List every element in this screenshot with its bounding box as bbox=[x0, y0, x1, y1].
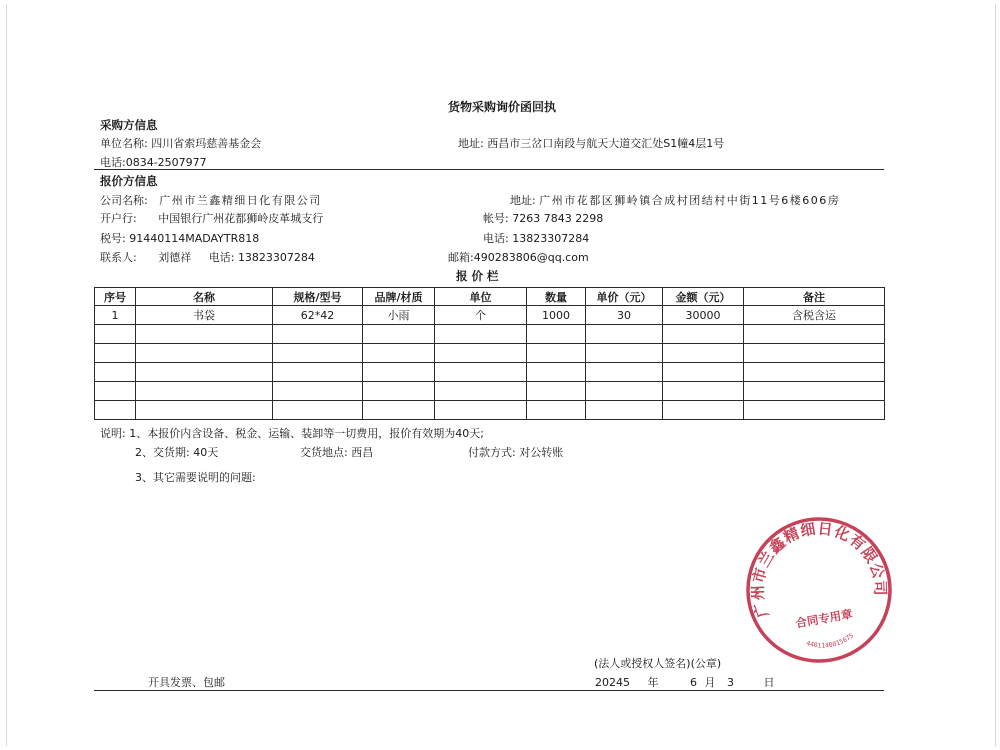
svg-text:4401140015675 bbox=[804, 631, 856, 654]
cell bbox=[663, 325, 744, 344]
document-title: 货物采购询价函回执 bbox=[448, 100, 557, 114]
cell bbox=[663, 382, 744, 401]
cell bbox=[744, 325, 885, 344]
cell bbox=[136, 344, 273, 363]
cell bbox=[744, 344, 885, 363]
header-spec: 规格/型号 bbox=[273, 288, 363, 306]
cell bbox=[744, 401, 885, 420]
cell bbox=[273, 363, 363, 382]
date-month: 6 bbox=[690, 676, 697, 689]
cell bbox=[136, 382, 273, 401]
notes-delivery: 2、交货期: 40天 bbox=[135, 446, 219, 459]
notes-item-3: 3、其它需要说明的问题: bbox=[135, 471, 256, 484]
header-unit-price: 单价（元） bbox=[586, 288, 663, 306]
cell bbox=[363, 401, 435, 420]
header-quantity: 数量 bbox=[527, 288, 586, 306]
notes-place: 交货地点: 西昌 bbox=[300, 446, 374, 459]
company-seal bbox=[744, 515, 894, 665]
cell bbox=[136, 363, 273, 382]
cell bbox=[363, 382, 435, 401]
cell bbox=[95, 325, 136, 344]
cell-amount: 30000 bbox=[663, 306, 744, 325]
seller-contact bbox=[100, 249, 315, 265]
cell-brand: 小雨 bbox=[363, 306, 435, 325]
cell bbox=[95, 344, 136, 363]
cell bbox=[363, 344, 435, 363]
buyer-unit bbox=[100, 135, 261, 151]
header-unit: 单位 bbox=[435, 288, 527, 306]
seller-address-value: 广州市花都区狮岭镇合成村团结村中街11号6楼606房 bbox=[539, 194, 841, 207]
cell-quantity: 1000 bbox=[527, 306, 586, 325]
cell bbox=[527, 382, 586, 401]
notes-line-1 bbox=[100, 425, 484, 441]
cell bbox=[435, 382, 527, 401]
seller-tax-label: 税号: bbox=[100, 232, 126, 245]
seller-contact-phone-label: 电话: bbox=[208, 251, 235, 264]
cell bbox=[586, 344, 663, 363]
date-year-unit: 年 bbox=[647, 676, 659, 689]
cell bbox=[95, 382, 136, 401]
cell-name: 书袋 bbox=[136, 306, 273, 325]
footer-remark: 开具发票、包邮 bbox=[148, 676, 225, 689]
buyer-address bbox=[458, 135, 724, 151]
cell bbox=[95, 401, 136, 420]
buyer-address-label: 地址: bbox=[458, 137, 484, 150]
quote-table bbox=[94, 287, 885, 420]
buyer-phone-label: 电话: bbox=[100, 156, 126, 169]
seller-account bbox=[483, 210, 603, 226]
header-remark: 备注 bbox=[744, 288, 885, 306]
cell bbox=[273, 401, 363, 420]
buyer-phone bbox=[100, 154, 207, 170]
cell bbox=[435, 344, 527, 363]
header-index: 序号 bbox=[95, 288, 136, 306]
notes-payment: 付款方式: 对公转账 bbox=[468, 446, 564, 459]
table-row bbox=[95, 363, 885, 382]
cell-unit: 个 bbox=[435, 306, 527, 325]
notes-label: 说明: bbox=[100, 427, 126, 440]
quote-caption: 报 价 栏 bbox=[456, 269, 499, 283]
date-day: 3 bbox=[727, 676, 734, 689]
cell-remark: 含税含运 bbox=[744, 306, 885, 325]
svg-text:广州市兰鑫精细日化有限公司 bbox=[744, 515, 892, 620]
seal-number: 4401140015675 bbox=[805, 631, 856, 650]
buyer-heading: 采购方信息 bbox=[100, 118, 158, 132]
cell bbox=[527, 325, 586, 344]
seal-center-text: 合同专用章 bbox=[794, 606, 854, 631]
cell bbox=[527, 401, 586, 420]
cell bbox=[435, 325, 527, 344]
buyer-unit-name: 四川省索玛慈善基金会 bbox=[151, 137, 262, 150]
cell bbox=[586, 325, 663, 344]
buyer-phone-value: 0834-2507977 bbox=[125, 156, 207, 169]
cell-unit-price: 30 bbox=[586, 306, 663, 325]
cell bbox=[95, 363, 136, 382]
seller-email bbox=[448, 249, 589, 265]
seller-bank-label: 开户行: bbox=[100, 212, 137, 225]
seal-text: 广州市兰鑫精细日化有限公司 bbox=[748, 519, 890, 620]
table-row bbox=[95, 344, 885, 363]
seller-company bbox=[100, 192, 322, 208]
seller-contact-name: 刘德祥 bbox=[158, 251, 192, 264]
table-header-row bbox=[95, 288, 885, 306]
cell bbox=[136, 401, 273, 420]
cell bbox=[527, 363, 586, 382]
seller-tax bbox=[100, 230, 259, 246]
header-brand: 品牌/材质 bbox=[363, 288, 435, 306]
buyer-unit-label: 单位名称: bbox=[100, 137, 148, 150]
cell bbox=[744, 382, 885, 401]
seller-account-value: 7263 7843 2298 bbox=[512, 212, 604, 225]
cell bbox=[663, 401, 744, 420]
cell bbox=[663, 363, 744, 382]
cell-index: 1 bbox=[95, 306, 136, 325]
seller-company-name: 广州市兰鑫精细日化有限公司 bbox=[159, 194, 322, 207]
seller-email-label: 邮箱: bbox=[448, 251, 474, 264]
cell bbox=[273, 382, 363, 401]
cell-spec: 62*42 bbox=[273, 306, 363, 325]
cell bbox=[527, 344, 586, 363]
table-row bbox=[95, 325, 885, 344]
signature-date bbox=[595, 674, 775, 690]
signature-label: (法人或授权人签名)(公章) bbox=[594, 657, 722, 670]
seller-address-label: 地址: bbox=[510, 194, 536, 207]
header-amount: 金额（元） bbox=[663, 288, 744, 306]
cell bbox=[273, 325, 363, 344]
cell bbox=[363, 325, 435, 344]
cell bbox=[586, 363, 663, 382]
section-divider bbox=[94, 169, 884, 170]
table-row bbox=[95, 401, 885, 420]
cell bbox=[744, 363, 885, 382]
cell bbox=[586, 401, 663, 420]
seller-heading: 报价方信息 bbox=[100, 174, 158, 188]
cell bbox=[136, 325, 273, 344]
seller-company-label: 公司名称: bbox=[100, 194, 148, 207]
seller-phone-value: 13823307284 bbox=[512, 232, 590, 245]
seller-tax-id: 91440114MADAYTR818 bbox=[129, 232, 260, 245]
cell bbox=[273, 344, 363, 363]
seller-contact-label: 联系人: bbox=[100, 251, 137, 264]
cell bbox=[435, 401, 527, 420]
seller-phone bbox=[483, 230, 589, 246]
seller-phone-label: 电话: bbox=[483, 232, 509, 245]
seller-bank-name: 中国银行广州花都狮岭皮革城支行 bbox=[158, 212, 324, 225]
header-name: 名称 bbox=[136, 288, 273, 306]
table-row bbox=[95, 382, 885, 401]
seller-bank bbox=[100, 210, 323, 226]
footer-rule bbox=[94, 690, 884, 691]
table-row bbox=[95, 306, 885, 325]
notes-item-1: 1、本报价内含设备、税金、运输、装卸等一切费用，报价有效期为40天; bbox=[129, 427, 484, 440]
buyer-address-value: 西昌市三岔口南段与航天大道交汇处S1幢4层1号 bbox=[487, 137, 725, 150]
seller-account-label: 帐号: bbox=[483, 212, 509, 225]
cell bbox=[586, 382, 663, 401]
date-month-unit: 月 bbox=[704, 676, 716, 689]
seller-address bbox=[510, 192, 840, 208]
cell bbox=[363, 363, 435, 382]
cell bbox=[435, 363, 527, 382]
date-year: 20245 bbox=[595, 676, 630, 689]
seller-email-value: 490283806@qq.com bbox=[473, 251, 589, 264]
cell bbox=[663, 344, 744, 363]
seller-contact-phone: 13823307284 bbox=[237, 251, 315, 264]
date-day-unit: 日 bbox=[763, 676, 775, 689]
